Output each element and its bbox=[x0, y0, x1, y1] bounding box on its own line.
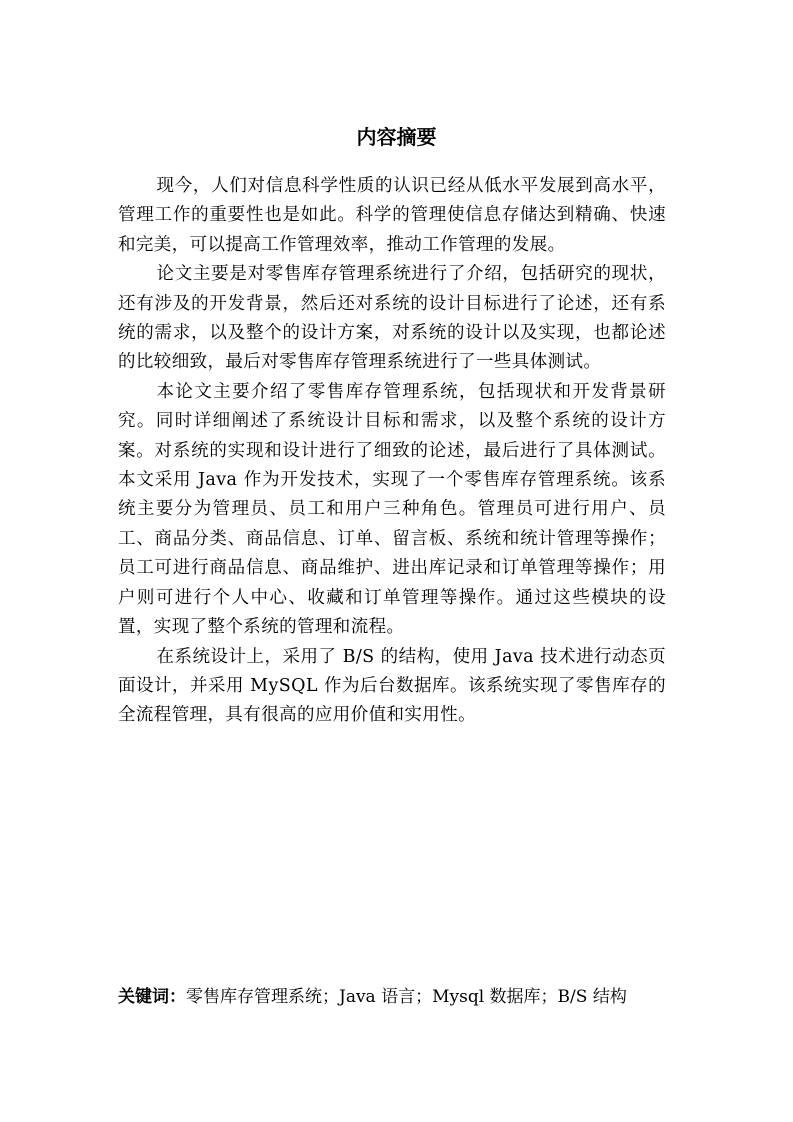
abstract-body bbox=[118, 172, 666, 731]
abstract-paragraph-3: 本论文主要介绍了零售库存管理系统，包括现状和开发背景研究。同时详细阐述了系统设计目标和需求，以及整个系统的设计方案。对系统的实现和设计进行了细致的论述，最后进行了具体测试。本文采用 Java 作为开发技术，实现了一个零售库存管理系统。该系统主要分为管理员、员工和用户三种角色。管理员可进行用户、员工、商品分类、商品信息、订单、留言板、系统和统计管理等操作；员工可进行商品信息、商品维护、进出库记录和订单管理等操作；用户则可进行个人中心、收藏和订单管理等操作。通过这些模块的设置，实现了整个系统的管理和流程。 bbox=[118, 381, 666, 638]
abstract-paragraph-2: 论文主要是对零售库存管理系统进行了介绍，包括研究的现状，还有涉及的开发背景，然后还对系统的设计目标进行了论述，还有系统的需求，以及整个的设计方案，对系统的设计以及实现，也都论述的比较细致，最后对零售库存管理系统进行了一些具体测试。 bbox=[118, 264, 666, 373]
keywords-line bbox=[118, 983, 698, 1011]
abstract-paragraph-1: 现今，人们对信息科学性质的认识已经从低水平发展到高水平，管理工作的重要性也是如此。科学的管理使信息存储达到精确、快速和完美，可以提高工作管理效率，推动工作管理的发展。 bbox=[118, 176, 666, 255]
keywords-text: 零售库存管理系统；Java 语言；Mysql 数据库；B/S 结构 bbox=[186, 987, 627, 1007]
keywords-label: 关键词： bbox=[118, 987, 186, 1007]
page-title: 内容摘要 bbox=[356, 125, 437, 149]
abstract-paragraph-4: 在系统设计上，采用了 B/S 的结构，使用 Java 技术进行动态页面设计，并采用 MySQL 作为后台数据库。该系统实现了零售库存的全流程管理，具有很高的应用价值和实用性。 bbox=[118, 646, 666, 726]
